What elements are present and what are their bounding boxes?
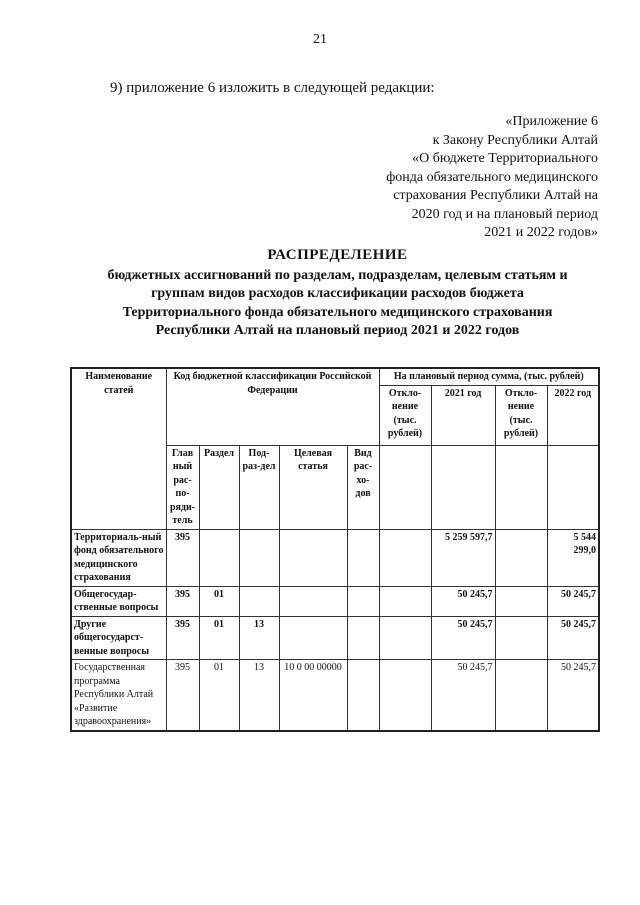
header-expense-type: Вид рас-хо-дов bbox=[347, 445, 379, 529]
row-subsection bbox=[239, 529, 279, 586]
header-code-group: Код бюджетной классификации Российской Федерации bbox=[166, 368, 379, 445]
header-empty-cell bbox=[379, 445, 431, 529]
appendix-reference bbox=[386, 113, 598, 243]
row-deviation-2022 bbox=[495, 616, 547, 660]
row-section: 01 bbox=[199, 586, 239, 616]
row-amount-2021: 5 259 597,7 bbox=[431, 529, 495, 586]
row-name: Другие общегосударст-венные вопросы bbox=[71, 616, 166, 660]
row-section bbox=[199, 529, 239, 586]
row-subsection bbox=[239, 586, 279, 616]
row-amount-2022: 50 245,7 bbox=[547, 616, 599, 660]
row-deviation-2022 bbox=[495, 529, 547, 586]
appendix-line: 2021 и 2022 годов» bbox=[484, 225, 598, 240]
header-subsection: Под-раз-дел bbox=[239, 445, 279, 529]
row-chief: 395 bbox=[166, 616, 199, 660]
row-expense-type bbox=[347, 616, 379, 660]
appendix-line: к Закону Республики Алтай bbox=[432, 132, 598, 148]
row-amount-2022: 5 544 299,0 bbox=[547, 529, 599, 586]
row-section: 01 bbox=[199, 616, 239, 660]
heading-subtitle-line: бюджетных ассигнований по разделам, подразделам, целевым статьям и bbox=[107, 267, 568, 283]
row-target bbox=[279, 586, 347, 616]
header-empty-cell bbox=[495, 445, 547, 529]
row-deviation-2022 bbox=[495, 660, 547, 731]
appendix-line: фонда обязательного медицинского bbox=[386, 169, 598, 185]
table-row bbox=[71, 660, 599, 731]
appendix-line: страхования Республики Алтай на bbox=[393, 188, 598, 203]
header-empty-cell bbox=[547, 445, 599, 529]
row-deviation-2022 bbox=[495, 586, 547, 616]
row-target bbox=[279, 616, 347, 660]
heading-subtitle-line: Республики Алтай на плановый период 2021 и 2022 годов bbox=[155, 323, 520, 338]
row-amount-2022: 50 245,7 bbox=[547, 586, 599, 616]
row-deviation-2021 bbox=[379, 586, 431, 616]
row-subsection: 13 bbox=[239, 660, 279, 731]
table-row bbox=[71, 586, 599, 616]
row-name: Государственная программа Республики Алтай «Развитие здравоохранения» bbox=[71, 660, 166, 731]
row-name: Общегосудар-ственные вопросы bbox=[71, 586, 166, 616]
document-heading bbox=[60, 246, 615, 341]
appendix-line: 2020 год и на плановый период bbox=[411, 206, 598, 222]
row-section: 01 bbox=[199, 660, 239, 731]
row-expense-type bbox=[347, 529, 379, 586]
row-amount-2021: 50 245,7 bbox=[431, 616, 495, 660]
header-target: Целевая статья bbox=[279, 445, 347, 529]
intro-text: 9) приложение 6 изложить в следующей редакции: bbox=[110, 80, 435, 96]
header-deviation-2022: Откло-нение (тыс. рублей) bbox=[495, 385, 547, 445]
header-year-2022: 2022 год bbox=[547, 385, 599, 445]
row-expense-type bbox=[347, 660, 379, 731]
row-name: Территориаль-ный фонд обязательного медицинского страхования bbox=[71, 529, 166, 586]
header-empty-cell bbox=[431, 445, 495, 529]
row-expense-type bbox=[347, 586, 379, 616]
header-name: Наименование статей bbox=[71, 368, 166, 529]
row-target bbox=[279, 529, 347, 586]
table-row bbox=[71, 529, 599, 586]
row-deviation-2021 bbox=[379, 529, 431, 586]
row-subsection: 13 bbox=[239, 616, 279, 660]
header-section: Раздел bbox=[199, 445, 239, 529]
row-chief: 395 bbox=[166, 529, 199, 586]
heading-title: РАСПРЕДЕЛЕНИЕ bbox=[267, 247, 408, 263]
heading-subtitle-line: группам видов расходов классификации расходов бюджета bbox=[151, 286, 524, 301]
header-chief: Глав ный рас-по-ряди-тель bbox=[166, 445, 199, 529]
row-target: 10 0 00 00000 bbox=[279, 660, 347, 731]
budget-table bbox=[70, 367, 600, 732]
row-chief: 395 bbox=[166, 586, 199, 616]
row-deviation-2021 bbox=[379, 660, 431, 731]
header-amount-group: На плановый период сумма, (тыс. рублей) bbox=[379, 368, 599, 385]
row-amount-2021: 50 245,7 bbox=[431, 586, 495, 616]
row-amount-2021: 50 245,7 bbox=[431, 660, 495, 731]
table-header-row bbox=[71, 368, 599, 385]
row-chief: 395 bbox=[166, 660, 199, 731]
appendix-line: «О бюджете Территориального bbox=[412, 151, 598, 166]
header-deviation-2021: Откло-нение (тыс. рублей) bbox=[379, 385, 431, 445]
heading-subtitle-line: Территориального фонда обязательного медицинского страхования bbox=[122, 304, 553, 320]
row-amount-2022: 50 245,7 bbox=[547, 660, 599, 731]
header-year-2021: 2021 год bbox=[431, 385, 495, 445]
row-deviation-2021 bbox=[379, 616, 431, 660]
table-row bbox=[71, 616, 599, 660]
page-number: 21 bbox=[313, 32, 327, 47]
appendix-line: «Приложение 6 bbox=[505, 114, 598, 129]
